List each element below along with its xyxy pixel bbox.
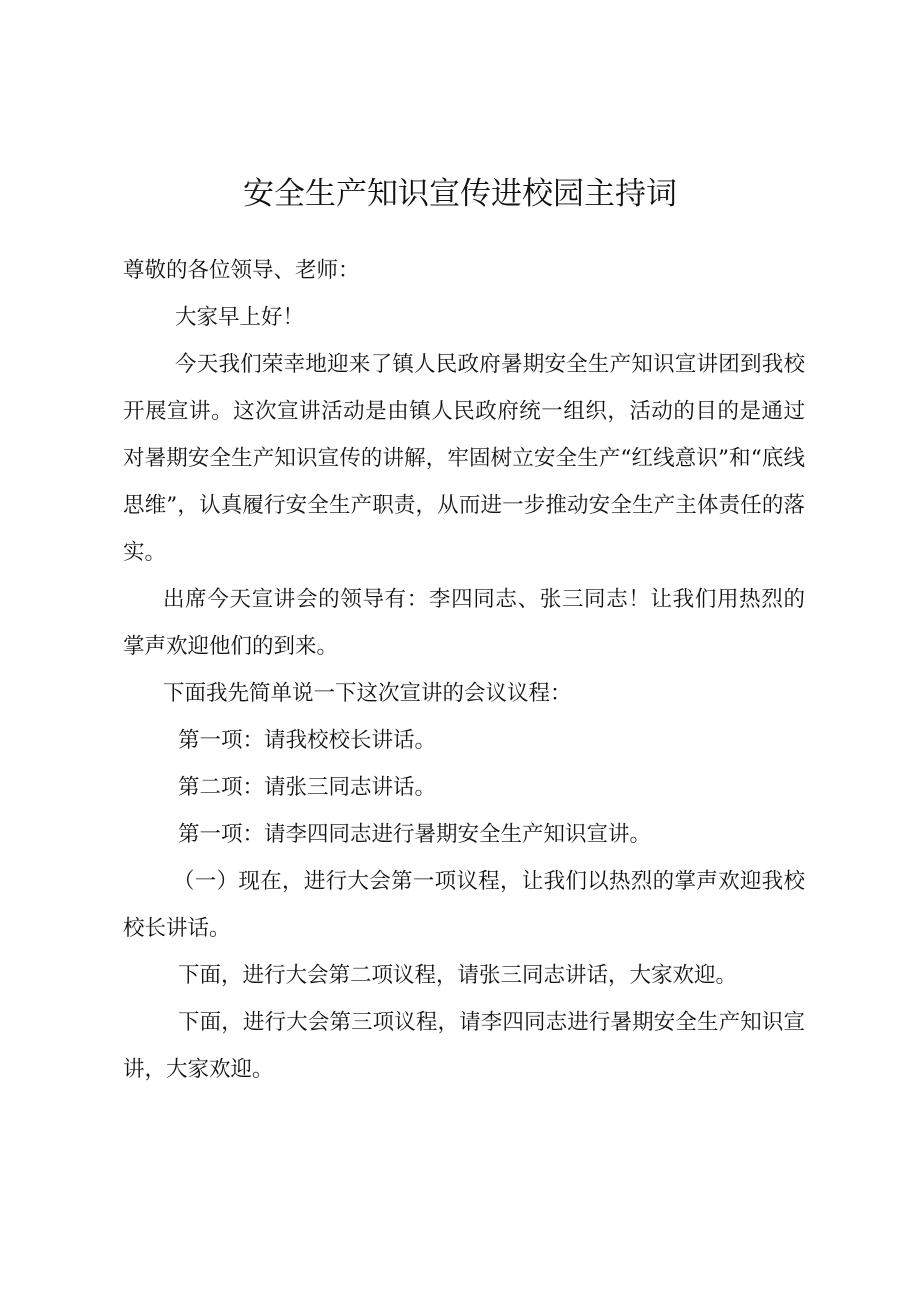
paragraph-intro: 今天我们荣幸地迎来了镇人民政府暑期安全生产知识宣讲团到我校开展宣讲。这次宣讲活动是由镇人民政府统一组织，活动的目的是通过对暑期安全生产知识宣传的讲解，牢固树立安全生产“红线意识”和“底线思维”，认真履行安全生产职责，从而进一步推动安全生产主体责任的落实。	[123, 352, 805, 565]
document-title: 安全生产知识宣传进校园主持词	[243, 176, 677, 212]
agenda-item: 第一项：请我校校长讲话。	[178, 728, 437, 753]
paragraph-attendees: 出席今天宣讲会的领导有：李四同志、张三同志！让我们用热烈的掌声欢迎他们的到来。	[123, 587, 805, 659]
paragraph-item-two: 下面，进行大会第二项议程，请张三同志讲话，大家欢迎。	[178, 963, 738, 988]
paragraph-item-one: （一）现在，进行大会第一项议程，让我们以热烈的掌声欢迎我校校长讲话。	[123, 869, 805, 941]
agenda-item: 第一项：请李四同志进行暑期安全生产知识宣讲。	[178, 822, 652, 847]
greeting: 大家早上好！	[175, 305, 305, 330]
paragraph-agenda-intro: 下面我先简单说一下这次宣讲的会议议程：	[163, 681, 572, 706]
paragraph-item-three: 下面，进行大会第三项议程，请李四同志进行暑期安全生产知识宣讲，大家欢迎。	[123, 1010, 805, 1082]
document-body	[123, 247, 805, 1093]
agenda-item: 第二项：请张三同志讲话。	[178, 775, 437, 800]
salutation: 尊敬的各位领导、老师：	[123, 258, 360, 283]
